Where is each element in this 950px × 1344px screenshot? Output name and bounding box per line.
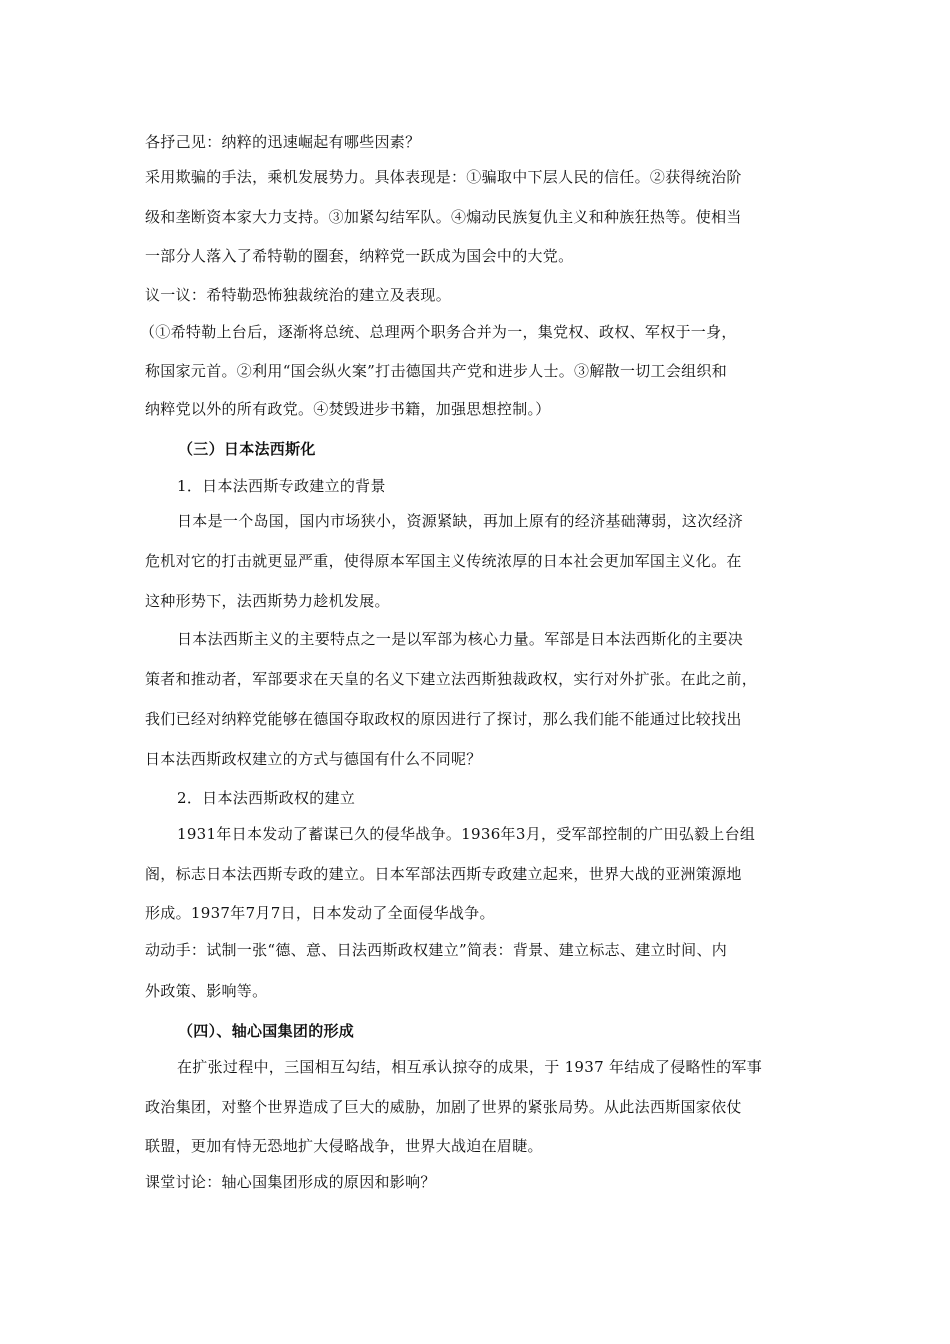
text-line: 外政策、影响等。 — [145, 982, 268, 1000]
text-line: 我们已经对纳粹党能够在德国夺取政权的原因进行了探讨，那么我们能不能通过比较找出 — [145, 710, 742, 728]
text-line: 这种形势下，法西斯势力趁机发展。 — [145, 592, 390, 610]
text-line: 阁，标志日本法西斯专政的建立。日本军部法西斯专政建立起来，世界大战的亚洲策源地 — [145, 865, 742, 883]
text-line: 课堂讨论：轴心国集团形成的原因和影响？ — [145, 1173, 436, 1191]
text-line: （①希特勒上台后，逐渐将总统、总理两个职务合并为一，集党权、政权、军权于一身， — [140, 323, 737, 341]
text-line: 联盟，更加有恃无恐地扩大侵略战争，世界大战迫在眉睫。 — [145, 1137, 543, 1155]
text-line: 议一议：希特勒恐怖独裁统治的建立及表现。 — [145, 286, 452, 304]
text-line: 级和垄断资本家大力支持。③加紧勾结军队。④煽动民族复仇主义和种族狂热等。使相当 — [145, 208, 742, 226]
text-line: 纳粹党以外的所有政党。④焚毁进步书籍，加强思想控制。） — [145, 400, 551, 418]
text-line: 称国家元首。②利用“国会纵火案”打击德国共产党和进步人士。③解散一切工会组织和 — [145, 362, 728, 380]
section-heading: （四）、轴心国集团的形成 — [178, 1022, 355, 1040]
text-line: 一部分人落入了希特勒的圈套，纳粹党一跃成为国会中的大党。 — [145, 247, 574, 265]
text-line: 1931年日本发动了蓄谋已久的侵华战争。1936年3月，受军部控制的广田弘毅上台组 — [177, 825, 756, 843]
text-line: 日本是一个岛国，国内市场狭小，资源紧缺，再加上原有的经济基础薄弱，这次经济 — [177, 512, 744, 530]
text-line: 日本法西斯政权建立的方式与德国有什么不同呢？ — [145, 750, 482, 768]
text-line: 各抒己见：纳粹的迅速崛起有哪些因素？ — [145, 133, 421, 151]
text-line: 政治集团，对整个世界造成了巨大的威胁，加剧了世界的紧张局势。从此法西斯国家依仗 — [145, 1098, 742, 1116]
text-line: 采用欺骗的手法，乘机发展势力。具体表现是：①骗取中下层人民的信任。②获得统治阶 — [145, 168, 742, 186]
text-line: 在扩张过程中，三国相互勾结，相互承认掠夺的成果，于 1937 年结成了侵略性的军事 — [177, 1058, 763, 1076]
text-line: 策者和推动者，军部要求在天皇的名义下建立法西斯独裁政权，实行对外扩张。在此之前， — [145, 670, 758, 688]
text-line: 动动手：试制一张“德、意、日法西斯政权建立”简表：背景、建立标志、建立时间、内 — [145, 941, 728, 959]
text-line: 危机对它的打击就更显严重，使得原本军国主义传统浓厚的日本社会更加军国主义化。在 — [145, 552, 742, 570]
text-line: 日本法西斯主义的主要特点之一是以军部为核心力量。军部是日本法西斯化的主要决 — [177, 630, 744, 648]
subsection-heading: 1．日本法西斯专政建立的背景 — [177, 477, 386, 495]
text-line: 形成。1937年7月7日，日本发动了全面侵华战争。 — [145, 904, 495, 922]
section-heading: （三）日本法西斯化 — [178, 440, 316, 458]
subsection-heading: 2．日本法西斯政权的建立 — [177, 789, 356, 807]
